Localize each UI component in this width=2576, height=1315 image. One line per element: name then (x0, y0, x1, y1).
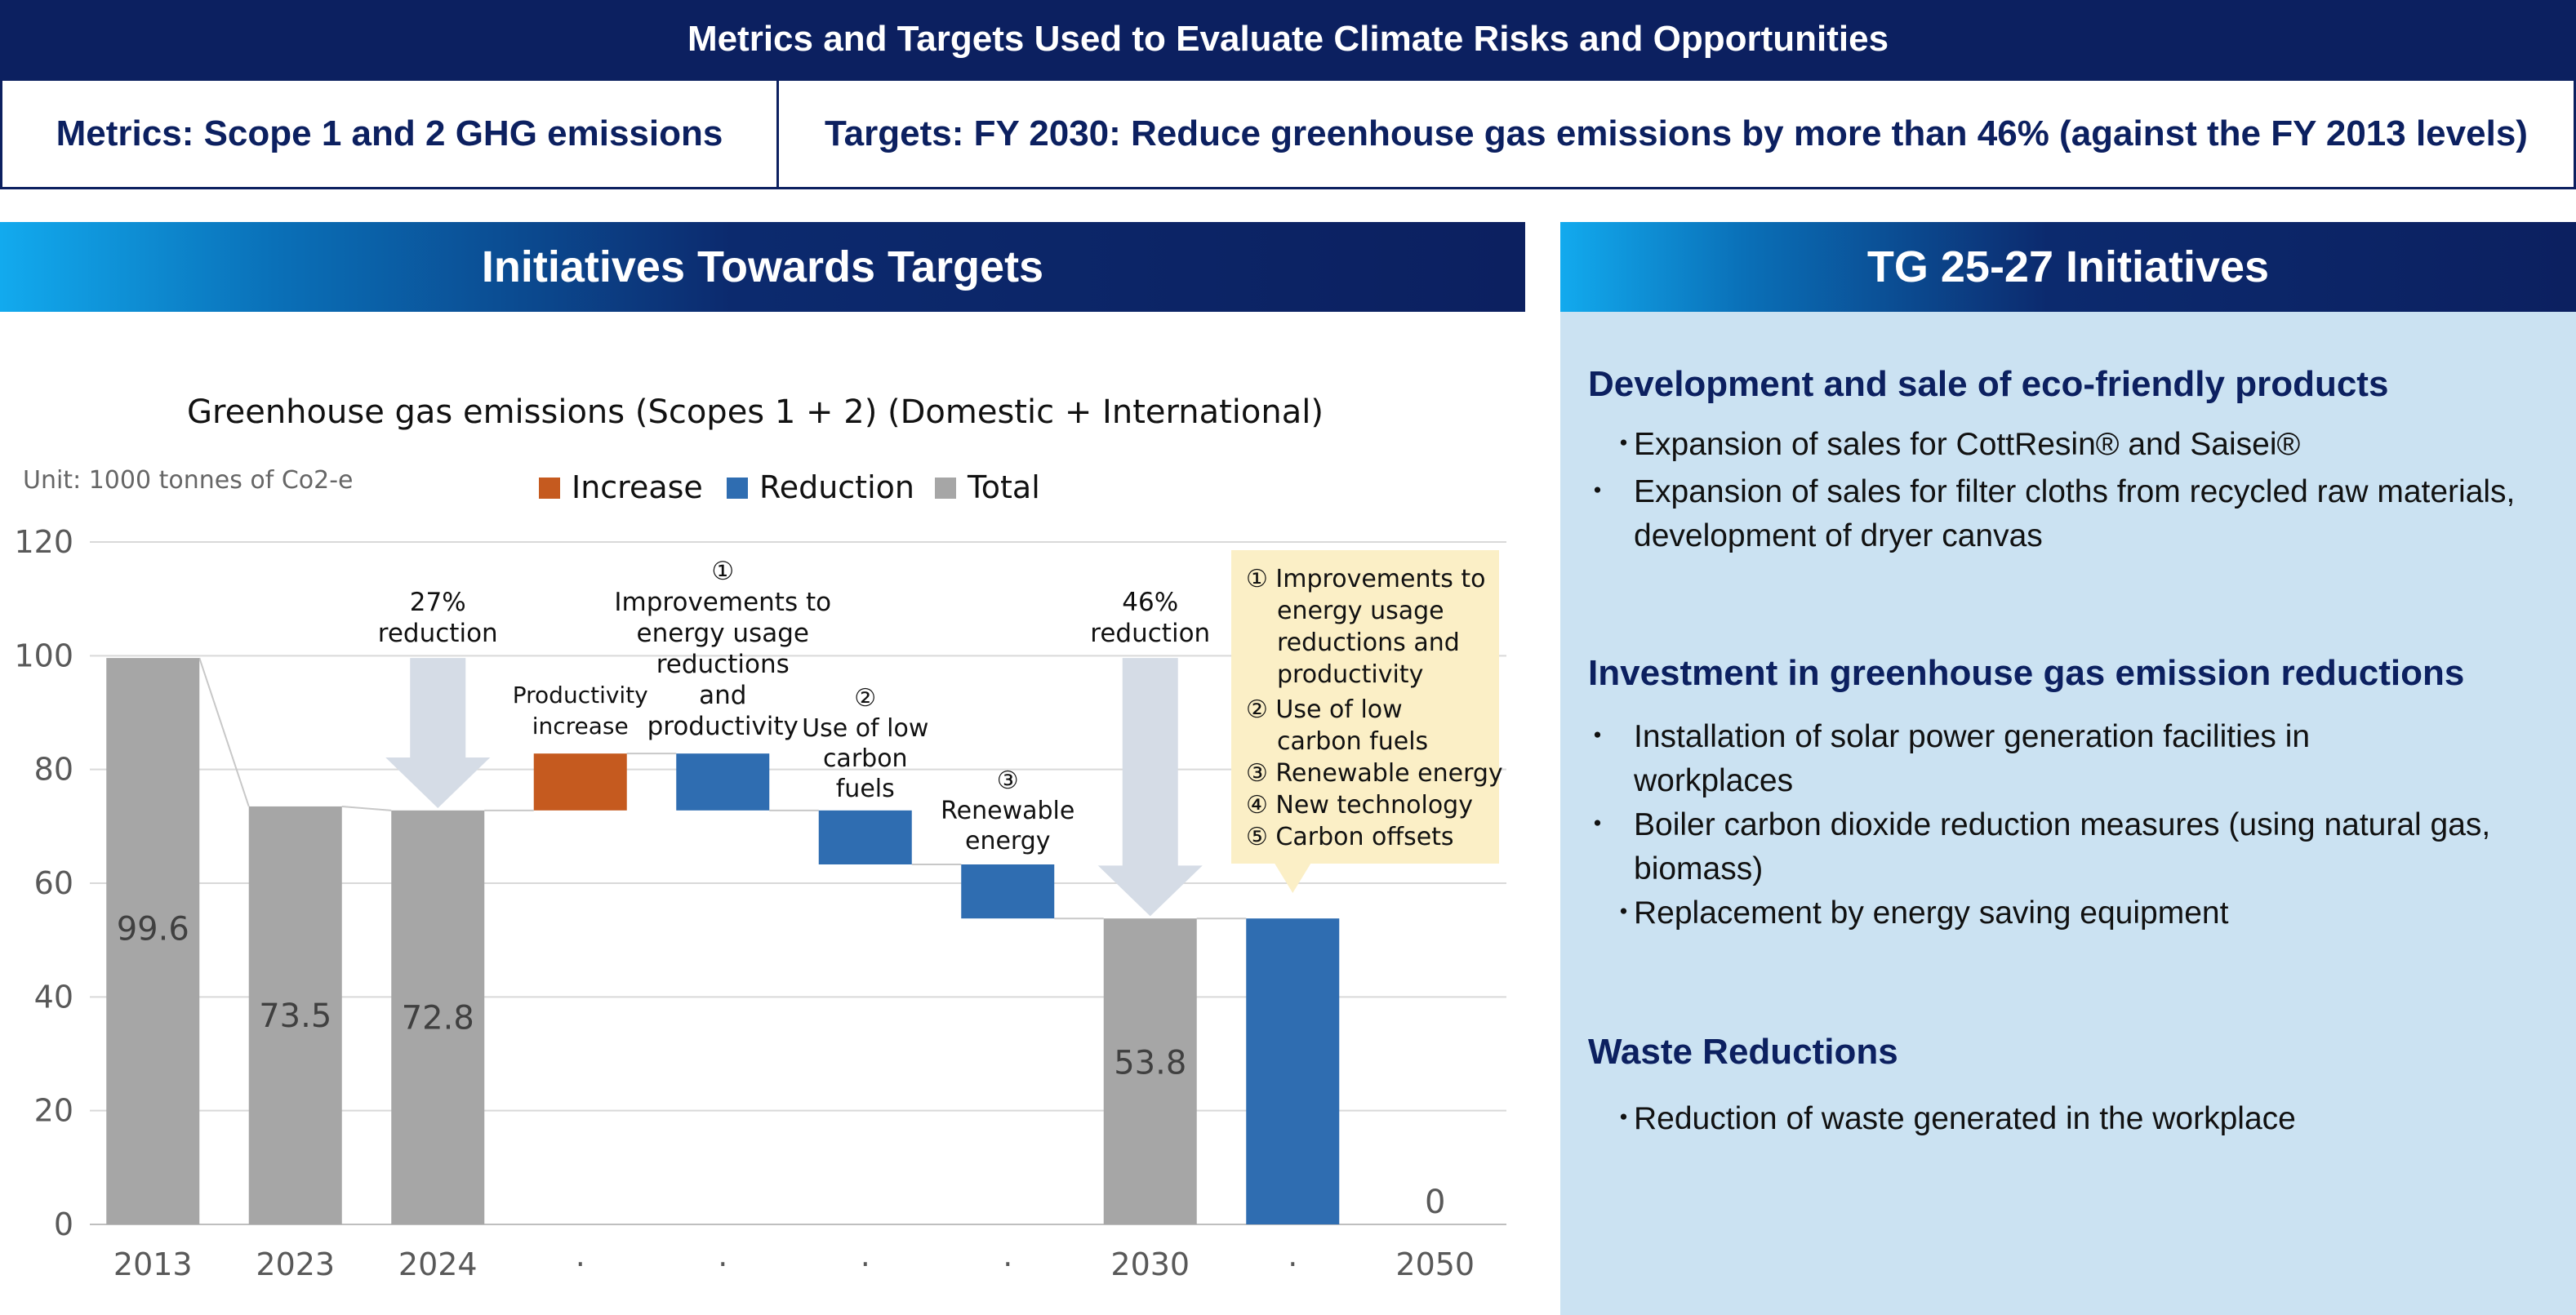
bar-step-reduction (961, 864, 1054, 918)
legend-label-reduction: Reduction (759, 469, 914, 505)
y-tick-label: 40 (33, 979, 73, 1015)
annotation-improvements: reductions (656, 650, 790, 679)
annotation-27-reduction: reduction (377, 619, 498, 648)
annotation-46-reduction: reduction (1090, 619, 1211, 648)
annotation-low-carbon: carbon (822, 744, 908, 773)
tg-initiatives-header: TG 25-27 Initiatives (1560, 222, 2576, 312)
bar-step-reduction (676, 753, 769, 811)
callout-line: productivity (1277, 660, 1424, 689)
emissions-waterfall-chart (0, 312, 1543, 1315)
x-tick-label: 2024 (398, 1246, 478, 1282)
legend-swatch-total (935, 478, 956, 499)
annotation-27-reduction: 27% (409, 588, 466, 617)
chart-unit: Unit: 1000 tonnes of Co2-e (23, 466, 354, 495)
connector-line (199, 658, 249, 806)
bar-step-reduction (1246, 918, 1339, 1224)
bar-step-reduction (819, 811, 912, 864)
annotation-improvements: Improvements to (614, 588, 832, 617)
chart-title: Greenhouse gas emissions (Scopes 1 + 2) (Domestic + International) (187, 393, 1324, 431)
annotation-renewable: ③ (996, 766, 1019, 795)
annotation-productivity-increase: increase (532, 713, 629, 740)
y-tick-label: 0 (53, 1206, 73, 1242)
tg-initiatives-panel (1560, 312, 2576, 1315)
callout-line: ① Improvements to (1246, 565, 1486, 593)
y-tick-label: 100 (14, 638, 73, 674)
callout-line: carbon fuels (1277, 727, 1429, 756)
targets-box: Targets: FY 2030: Reduce greenhouse gas emissions by more than 46% (against the FY 2013 levels) (776, 78, 2576, 189)
list-item: ・ Boiler carbon dioxide reduction measures (using natural gas, biomass) (1582, 807, 2491, 886)
x-tick-label: · (860, 1246, 870, 1282)
x-tick-label: 2023 (256, 1246, 336, 1282)
bar-step-increase (534, 753, 627, 811)
callout-line: ③ Renewable energy (1246, 759, 1503, 788)
annotation-productivity-increase: Productivity (512, 682, 648, 709)
callout-line: ② Use of low (1246, 695, 1403, 724)
list-item: ・ Installation of solar power generation facilities in workplaces (1582, 719, 2311, 798)
x-tick-label: · (1003, 1246, 1013, 1282)
legend-swatch-increase (539, 478, 560, 499)
section-title-eco-products: Development and sale of eco-friendly products (1588, 364, 2389, 404)
x-tick-label: 2013 (113, 1246, 193, 1282)
section-title-ghg-investment: Investment in greenhouse gas emission reductions (1588, 653, 2465, 693)
y-tick-label: 120 (14, 524, 73, 560)
legend-label-increase: Increase (572, 469, 703, 505)
annotation-renewable: energy (964, 827, 1051, 855)
legend-label-total: Total (968, 469, 1040, 505)
y-tick-label: 20 (33, 1092, 73, 1129)
annotation-improvements: and (699, 681, 747, 710)
annotation-improvements: productivity (647, 712, 799, 741)
data-label: 73.5 (259, 997, 332, 1035)
annotation-46-reduction: 46% (1122, 588, 1179, 617)
metrics-box: Metrics: Scope 1 and 2 GHG emissions (0, 78, 779, 189)
list-item: ・Reduction of waste generated in the workplace (1608, 1101, 2296, 1136)
x-tick-label: · (575, 1246, 585, 1282)
data-label: 0 (1425, 1184, 1446, 1221)
x-tick-label: 2050 (1395, 1246, 1475, 1282)
chart-legend (539, 469, 1040, 505)
annotation-improvements: energy usage (636, 619, 809, 648)
callout-line: ⑤ Carbon offsets (1246, 823, 1454, 851)
list-item: ・ Expansion of sales for filter cloths from recycled raw materials, development of dryer canvas (1582, 474, 2516, 553)
callout-line: reductions and (1277, 629, 1460, 657)
annotation-low-carbon: fuels (835, 775, 895, 803)
list-item: ・Replacement by energy saving equipment (1608, 895, 2229, 931)
callout-line: ④ New technology (1246, 791, 1473, 820)
callout-line: energy usage (1277, 597, 1444, 625)
page-title: Metrics and Targets Used to Evaluate Climate Risks and Opportunities (0, 0, 2576, 78)
annotation-renewable: Renewable (941, 797, 1075, 825)
y-tick-label: 80 (33, 751, 73, 788)
data-label: 53.8 (1114, 1044, 1187, 1082)
x-tick-label: 2030 (1110, 1246, 1190, 1282)
section-title-waste: Waste Reductions (1588, 1032, 1898, 1072)
data-label: 72.8 (401, 999, 474, 1037)
data-label: 99.6 (116, 910, 189, 948)
reduction-arrow-2024 (385, 658, 490, 808)
reduction-arrow-2030 (1098, 658, 1203, 916)
x-tick-label: · (1288, 1246, 1298, 1282)
annotation-low-carbon: Use of low (802, 714, 929, 743)
connector-line (342, 806, 392, 811)
list-item: ・Expansion of sales for CottResin® and Saisei® (1608, 427, 2301, 462)
annotation-low-carbon: ② (854, 684, 877, 713)
x-tick-label: · (718, 1246, 728, 1282)
annotation-improvements: ① (711, 557, 735, 586)
y-tick-label: 60 (33, 865, 73, 901)
legend-swatch-reduction (727, 478, 748, 499)
initiatives-header: Initiatives Towards Targets (0, 222, 1525, 312)
